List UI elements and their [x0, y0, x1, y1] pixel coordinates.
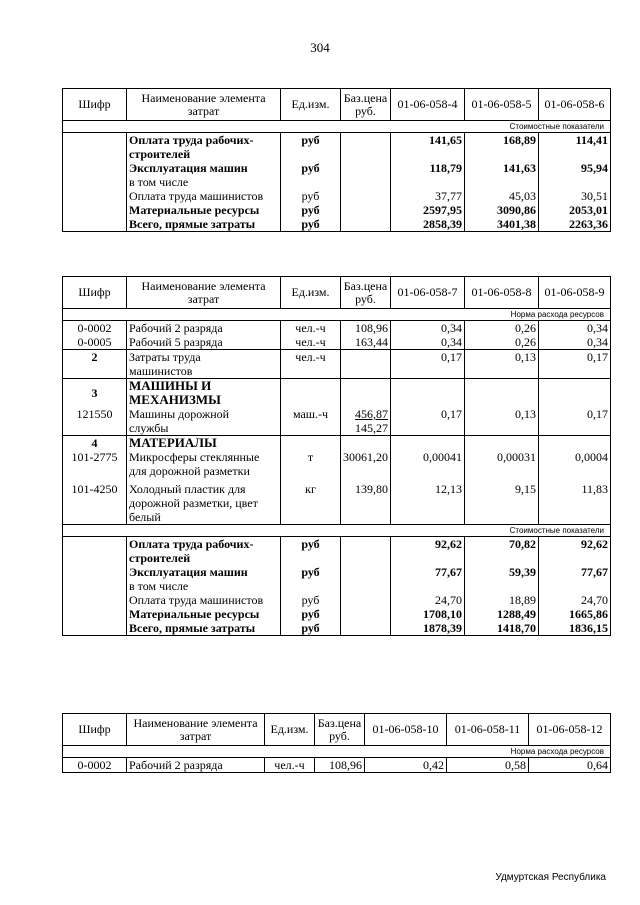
- row-unit: руб: [281, 621, 341, 636]
- row-name: Затраты труда: [129, 350, 201, 364]
- table-row: [63, 407, 611, 436]
- table-row: [63, 607, 611, 621]
- row-name: Рабочий 2 разряда: [127, 321, 281, 336]
- row-name-cont: машинистов: [129, 364, 193, 378]
- row-code: 4: [63, 436, 127, 451]
- row-name-cont: белый: [129, 510, 161, 524]
- row-value-1: 2597,95: [391, 203, 465, 217]
- row-value-2: 0,00031: [465, 450, 539, 478]
- row-code: 101-4250: [63, 478, 127, 525]
- row-value-2: 1418,70: [465, 621, 539, 636]
- col-header-price: Баз.цена руб.: [315, 714, 365, 746]
- table-header: [63, 714, 611, 746]
- col-header-code-2: 01-06-058-8: [465, 277, 539, 309]
- row-value-3: 0,34: [539, 321, 611, 336]
- row-unit: руб: [281, 133, 341, 162]
- row-value-1: 24,70: [391, 593, 465, 607]
- table-row: [63, 335, 611, 350]
- table-header: [63, 277, 611, 309]
- row-name: Оплата труда машинистов: [127, 593, 281, 607]
- row-price: 139,80: [341, 478, 391, 525]
- page-number: 304: [310, 40, 330, 55]
- row-name: Рабочий 2 разряда: [127, 758, 265, 773]
- row-unit: руб: [281, 217, 341, 232]
- row-value-2: 141,63: [465, 161, 539, 189]
- row-value-2: 18,89: [465, 593, 539, 607]
- row-unit: руб: [281, 203, 341, 217]
- section-row: [63, 746, 611, 758]
- row-code: 3: [63, 379, 127, 408]
- table-row: [63, 436, 611, 451]
- row-name: Рабочий 5 разряда: [127, 335, 281, 350]
- row-price: 30061,20: [341, 450, 391, 478]
- row-value-1: 77,67: [391, 565, 465, 593]
- row-name-cont: строителей: [129, 147, 191, 161]
- row-value-3: 1836,15: [539, 621, 611, 636]
- row-unit: чел.-ч: [281, 335, 341, 350]
- row-value-2: 0,26: [465, 335, 539, 350]
- table-row: [63, 133, 611, 162]
- col-header-code-1: 01-06-058-7: [391, 277, 465, 309]
- col-header-unit: Ед.изм.: [265, 714, 315, 746]
- row-value-3: 30,51: [539, 189, 611, 203]
- row-price: 108,96: [341, 321, 391, 336]
- table-row: [63, 161, 611, 189]
- section-label: Норма расхода ресурсов: [63, 309, 611, 321]
- table-row: [63, 321, 611, 336]
- row-value-2: 0,26: [465, 321, 539, 336]
- row-price: 163,44: [341, 335, 391, 350]
- row-value-3: 11,83: [539, 478, 611, 525]
- resource-table-3: [62, 713, 611, 773]
- table-row: [63, 217, 611, 232]
- section-label: Стоимостные показатели: [63, 525, 611, 537]
- section-row: [63, 309, 611, 321]
- row-value-1: 92,62: [391, 537, 465, 566]
- row-unit: руб: [281, 593, 341, 607]
- row-unit: руб: [281, 607, 341, 621]
- row-value-1: 0,34: [391, 321, 465, 336]
- row-name: Оплата труда машинистов: [127, 189, 281, 203]
- row-value-1: 0,42: [365, 758, 447, 773]
- row-unit: т: [281, 450, 341, 478]
- col-header-code-3: 01-06-058-6: [539, 89, 611, 121]
- row-value-1: 0,34: [391, 335, 465, 350]
- row-name-cont: строителей: [129, 551, 191, 565]
- table-row: [63, 593, 611, 607]
- row-unit: чел.-ч: [281, 350, 341, 379]
- row-price: 108,96: [315, 758, 365, 773]
- row-name: Эксплуатация машин: [129, 161, 248, 175]
- section-heading-cont: МЕХАНИЗМЫ: [129, 392, 221, 407]
- row-value-2: 0,13: [465, 407, 539, 436]
- row-code: 101-2775: [63, 450, 127, 478]
- row-value-2: 168,89: [465, 133, 539, 162]
- row-code: 2: [63, 350, 127, 379]
- row-name: Оплата труда рабочих-: [129, 537, 254, 551]
- row-value-3: 0,64: [529, 758, 611, 773]
- section-heading: МАТЕРИАЛЫ: [127, 436, 281, 451]
- row-value-3: 1665,86: [539, 607, 611, 621]
- row-name-cont: в том числе: [129, 579, 189, 593]
- row-name: Машины дорожной: [129, 407, 230, 421]
- row-unit: маш.-ч: [281, 407, 341, 436]
- col-header-price: Баз.цена руб.: [341, 277, 391, 309]
- table-row: [63, 379, 611, 408]
- row-name: Эксплуатация машин: [129, 565, 248, 579]
- col-header-code-3: 01-06-058-12: [529, 714, 611, 746]
- row-value-2: 59,39: [465, 565, 539, 593]
- table-row: [63, 565, 611, 593]
- row-value-3: 2053,01: [539, 203, 611, 217]
- row-name-cont: в том числе: [129, 175, 189, 189]
- section-label: Стоимостные показатели: [63, 121, 611, 133]
- col-header-name: Наименование элемента затрат: [127, 277, 281, 309]
- row-price-2: 145,27: [355, 421, 388, 435]
- section-label: Норма расхода ресурсов: [63, 746, 611, 758]
- row-name: Холодный пластик для: [129, 482, 246, 496]
- row-value-3: 0,34: [539, 335, 611, 350]
- table-row: [63, 203, 611, 217]
- table-row: [63, 537, 611, 566]
- row-value-2: 0,58: [447, 758, 529, 773]
- row-value-1: 118,79: [391, 161, 465, 189]
- col-header-code: Шифр: [63, 714, 127, 746]
- row-code: 0-0002: [63, 758, 127, 773]
- col-header-price: Баз.цена руб.: [341, 89, 391, 121]
- row-value-2: 1288,49: [465, 607, 539, 621]
- row-value-3: 0,17: [539, 350, 611, 379]
- col-header-unit: Ед.изм.: [281, 89, 341, 121]
- row-value-1: 1878,39: [391, 621, 465, 636]
- col-header-code-1: 01-06-058-4: [391, 89, 465, 121]
- row-unit: руб: [281, 189, 341, 203]
- col-header-name: Наименование элемента затрат: [127, 714, 265, 746]
- row-unit: чел.-ч: [265, 758, 315, 773]
- col-header-code-3: 01-06-058-9: [539, 277, 611, 309]
- row-value-2: 0,13: [465, 350, 539, 379]
- row-name-cont: дорожной разметки, цвет: [129, 496, 258, 510]
- table-row: [63, 189, 611, 203]
- row-value-3: 92,62: [539, 537, 611, 566]
- row-code: 121550: [63, 407, 127, 436]
- col-header-code-2: 01-06-058-5: [465, 89, 539, 121]
- row-value-2: 3090,86: [465, 203, 539, 217]
- row-value-1: 12,13: [391, 478, 465, 525]
- section-row: [63, 121, 611, 133]
- row-unit: руб: [281, 565, 341, 593]
- row-value-2: 3401,38: [465, 217, 539, 232]
- row-code: 0-0002: [63, 321, 127, 336]
- col-header-code: Шифр: [63, 89, 127, 121]
- row-name-cont: службы: [129, 421, 169, 435]
- row-value-1: 37,77: [391, 189, 465, 203]
- row-name: Оплата труда рабочих-: [129, 133, 254, 147]
- row-value-3: 77,67: [539, 565, 611, 593]
- col-header-code: Шифр: [63, 277, 127, 309]
- table-row: [63, 478, 611, 525]
- row-value-3: 24,70: [539, 593, 611, 607]
- row-value-2: 45,03: [465, 189, 539, 203]
- row-value-1: 2858,39: [391, 217, 465, 232]
- row-unit: чел.-ч: [281, 321, 341, 336]
- footer-region: Удмуртская Республика: [495, 872, 606, 883]
- row-value-2: 70,82: [465, 537, 539, 566]
- row-value-1: 0,17: [391, 407, 465, 436]
- table-row: [63, 450, 611, 478]
- row-unit: кг: [281, 478, 341, 525]
- row-name: Всего, прямые затраты: [127, 621, 281, 636]
- row-name: Микросферы стеклянные: [129, 450, 260, 464]
- row-value-3: 2263,36: [539, 217, 611, 232]
- row-value-1: 0,00041: [391, 450, 465, 478]
- section-heading: МАШИНЫ И: [129, 378, 212, 393]
- table-row: [63, 621, 611, 636]
- row-value-3: 114,41: [539, 133, 611, 162]
- row-price: 456,87: [355, 407, 388, 421]
- row-value-2: 9,15: [465, 478, 539, 525]
- row-unit: руб: [281, 161, 341, 189]
- col-header-name: Наименование элемента затрат: [127, 89, 281, 121]
- row-name-cont: для дорожной разметки: [129, 464, 250, 478]
- table-row: [63, 758, 611, 773]
- cost-table-1: [62, 88, 611, 232]
- row-value-3: 0,0004: [539, 450, 611, 478]
- table-row: [63, 350, 611, 379]
- row-name: Материальные ресурсы: [127, 607, 281, 621]
- col-header-code-1: 01-06-058-10: [365, 714, 447, 746]
- row-name: Материальные ресурсы: [127, 203, 281, 217]
- row-value-1: 141,65: [391, 133, 465, 162]
- row-value-1: 0,17: [391, 350, 465, 379]
- row-value-1: 1708,10: [391, 607, 465, 621]
- resource-table-2: [62, 276, 611, 636]
- row-value-3: 0,17: [539, 407, 611, 436]
- row-unit: руб: [281, 537, 341, 566]
- table-header: [63, 89, 611, 121]
- row-name: Всего, прямые затраты: [127, 217, 281, 232]
- section-row: [63, 525, 611, 537]
- row-code: 0-0005: [63, 335, 127, 350]
- col-header-unit: Ед.изм.: [281, 277, 341, 309]
- row-value-3: 95,94: [539, 161, 611, 189]
- col-header-code-2: 01-06-058-11: [447, 714, 529, 746]
